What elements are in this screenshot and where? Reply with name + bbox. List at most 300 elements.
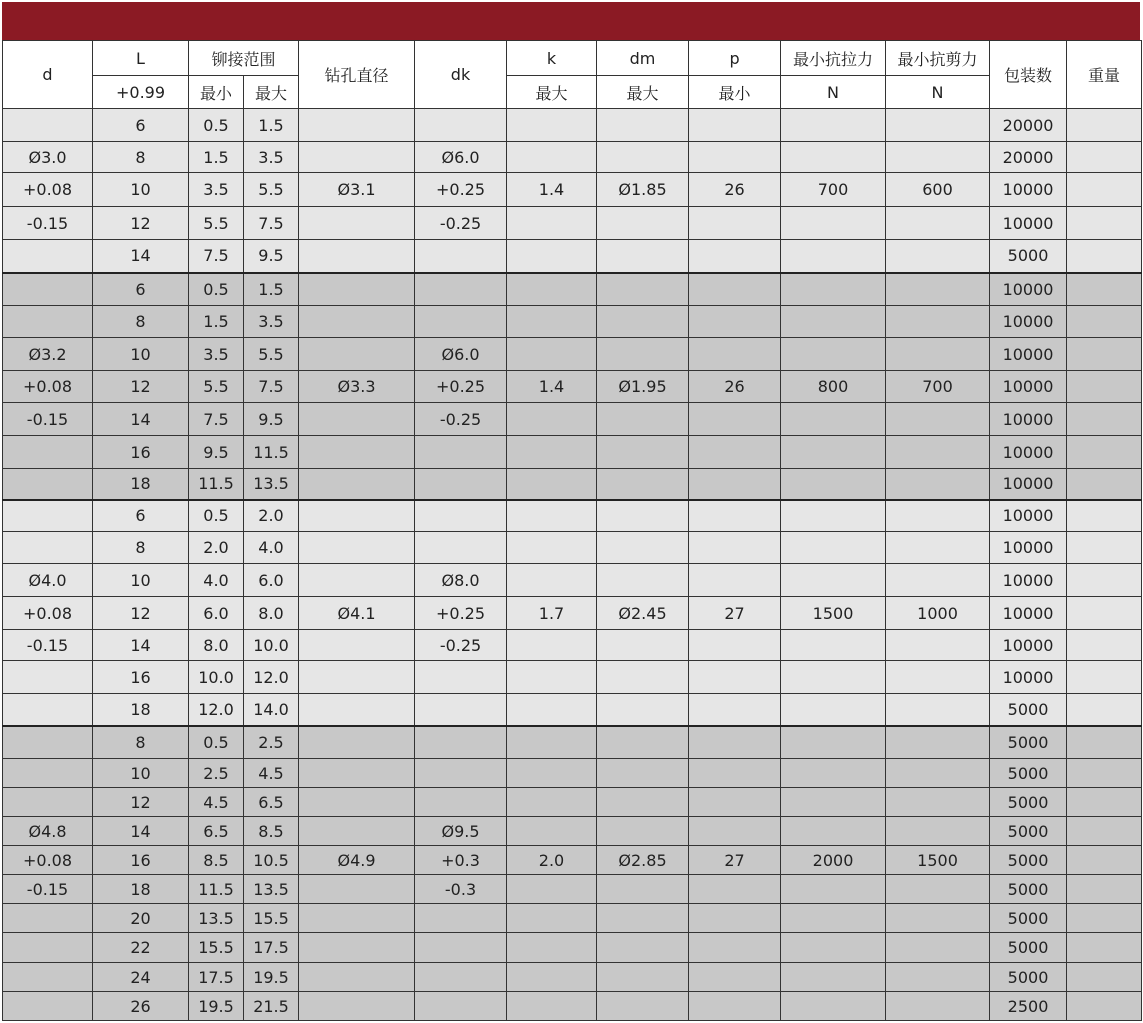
cell-range-max: 21.5	[244, 992, 299, 1021]
cell-weight	[1067, 846, 1142, 875]
cell-k	[507, 338, 597, 371]
cell-pack-qty: 10000	[990, 661, 1067, 694]
cell-p	[689, 694, 781, 726]
cell-range-min: 4.5	[189, 788, 244, 817]
cell-drill-diameter: Ø3.3	[299, 371, 415, 403]
header-k-sub: 最大	[507, 76, 597, 109]
cell-pack-qty: 20000	[990, 142, 1067, 173]
cell-range-max: 13.5	[244, 469, 299, 500]
header-min-tensile: 最小抗拉力	[781, 41, 886, 76]
cell-range-max: 10.0	[244, 630, 299, 661]
cell-min-tensile	[781, 109, 886, 142]
header-l-tolerance: +0.99	[93, 76, 189, 109]
cell-pack-qty: 5000	[990, 904, 1067, 933]
cell-d: -0.15	[3, 875, 93, 904]
cell-range-max: 4.0	[244, 532, 299, 564]
table-row	[3, 338, 1142, 371]
cell-range-min: 0.5	[189, 273, 244, 306]
cell-drill-diameter	[299, 933, 415, 963]
cell-d	[3, 759, 93, 788]
cell-weight	[1067, 532, 1142, 564]
cell-length: 10	[93, 338, 189, 371]
cell-length: 12	[93, 207, 189, 240]
cell-k	[507, 694, 597, 726]
cell-d	[3, 694, 93, 726]
header-drill-diameter: 钻孔直径	[299, 41, 415, 109]
cell-drill-diameter	[299, 338, 415, 371]
cell-weight	[1067, 173, 1142, 207]
cell-drill-diameter	[299, 564, 415, 597]
cell-dk	[415, 240, 507, 273]
cell-k	[507, 661, 597, 694]
cell-drill-diameter	[299, 403, 415, 436]
cell-length: 8	[93, 142, 189, 173]
cell-d	[3, 436, 93, 469]
cell-p	[689, 109, 781, 142]
cell-range-min: 6.5	[189, 817, 244, 846]
cell-drill-diameter	[299, 963, 415, 992]
header-k: k	[507, 41, 597, 76]
cell-p	[689, 403, 781, 436]
cell-drill-diameter	[299, 109, 415, 142]
cell-dm: Ø2.45	[597, 597, 689, 630]
cell-p	[689, 306, 781, 338]
cell-range-min: 8.5	[189, 846, 244, 875]
cell-weight	[1067, 661, 1142, 694]
cell-length: 16	[93, 846, 189, 875]
cell-min-tensile: 800	[781, 371, 886, 403]
table-row	[3, 436, 1142, 469]
header-weight: 重量	[1067, 41, 1142, 109]
cell-d: Ø3.0	[3, 142, 93, 173]
cell-dk	[415, 306, 507, 338]
header-range-max: 最大	[244, 76, 299, 109]
cell-pack-qty: 10000	[990, 273, 1067, 306]
cell-range-max: 15.5	[244, 904, 299, 933]
cell-length: 12	[93, 597, 189, 630]
cell-min-shear	[886, 630, 990, 661]
cell-k	[507, 630, 597, 661]
cell-k	[507, 726, 597, 759]
cell-k: 1.7	[507, 597, 597, 630]
cell-k: 1.4	[507, 371, 597, 403]
cell-dk	[415, 273, 507, 306]
cell-range-min: 5.5	[189, 371, 244, 403]
cell-range-min: 1.5	[189, 306, 244, 338]
cell-length: 14	[93, 630, 189, 661]
cell-k	[507, 306, 597, 338]
rivet-spec-table	[2, 40, 1142, 1021]
cell-min-shear	[886, 436, 990, 469]
table-row	[3, 846, 1142, 875]
cell-weight	[1067, 371, 1142, 403]
cell-length: 12	[93, 788, 189, 817]
cell-drill-diameter: Ø3.1	[299, 173, 415, 207]
header-tensile-unit: N	[781, 76, 886, 109]
cell-k	[507, 963, 597, 992]
cell-k: 1.4	[507, 173, 597, 207]
cell-min-shear: 600	[886, 173, 990, 207]
cell-drill-diameter	[299, 992, 415, 1021]
cell-weight	[1067, 207, 1142, 240]
cell-dm	[597, 207, 689, 240]
cell-drill-diameter	[299, 817, 415, 846]
cell-pack-qty: 5000	[990, 788, 1067, 817]
cell-min-shear: 1000	[886, 597, 990, 630]
cell-range-min: 12.0	[189, 694, 244, 726]
cell-k	[507, 788, 597, 817]
cell-weight	[1067, 963, 1142, 992]
cell-length: 10	[93, 564, 189, 597]
cell-k	[507, 817, 597, 846]
cell-range-min: 7.5	[189, 403, 244, 436]
table-row	[3, 726, 1142, 759]
cell-p	[689, 564, 781, 597]
cell-pack-qty: 10000	[990, 403, 1067, 436]
cell-dm	[597, 273, 689, 306]
cell-min-tensile	[781, 532, 886, 564]
cell-d	[3, 933, 93, 963]
cell-drill-diameter	[299, 532, 415, 564]
cell-length: 8	[93, 306, 189, 338]
cell-p	[689, 532, 781, 564]
cell-min-shear	[886, 273, 990, 306]
cell-min-shear	[886, 240, 990, 273]
cell-drill-diameter	[299, 436, 415, 469]
cell-drill-diameter	[299, 142, 415, 173]
cell-d	[3, 306, 93, 338]
cell-range-min: 8.0	[189, 630, 244, 661]
cell-length: 16	[93, 436, 189, 469]
cell-range-min: 10.0	[189, 661, 244, 694]
cell-range-max: 10.5	[244, 846, 299, 875]
cell-pack-qty: 5000	[990, 963, 1067, 992]
cell-min-tensile	[781, 436, 886, 469]
cell-range-min: 17.5	[189, 963, 244, 992]
cell-p	[689, 469, 781, 500]
cell-min-tensile	[781, 788, 886, 817]
cell-min-tensile: 1500	[781, 597, 886, 630]
cell-weight	[1067, 500, 1142, 532]
cell-length: 6	[93, 273, 189, 306]
header-rivet-range: 铆接范围	[189, 41, 299, 76]
cell-d: Ø4.8	[3, 817, 93, 846]
cell-d	[3, 963, 93, 992]
cell-pack-qty: 10000	[990, 500, 1067, 532]
cell-d: +0.08	[3, 597, 93, 630]
cell-p	[689, 661, 781, 694]
cell-p	[689, 759, 781, 788]
table-row	[3, 500, 1142, 532]
cell-range-min: 15.5	[189, 933, 244, 963]
cell-weight	[1067, 788, 1142, 817]
cell-dk: -0.25	[415, 403, 507, 436]
cell-range-min: 11.5	[189, 875, 244, 904]
cell-p	[689, 904, 781, 933]
cell-min-tensile	[781, 469, 886, 500]
cell-range-min: 0.5	[189, 726, 244, 759]
cell-length: 8	[93, 726, 189, 759]
cell-dm: Ø2.85	[597, 846, 689, 875]
cell-weight	[1067, 726, 1142, 759]
cell-dm	[597, 933, 689, 963]
cell-d	[3, 469, 93, 500]
cell-dm	[597, 500, 689, 532]
table-body	[3, 109, 1142, 1021]
cell-k	[507, 759, 597, 788]
cell-dk	[415, 726, 507, 759]
table-row	[3, 788, 1142, 817]
cell-d: Ø3.2	[3, 338, 93, 371]
header-dm-sub: 最大	[597, 76, 689, 109]
cell-d: +0.08	[3, 173, 93, 207]
cell-length: 14	[93, 817, 189, 846]
cell-min-shear	[886, 469, 990, 500]
cell-dk: Ø6.0	[415, 338, 507, 371]
cell-min-shear: 1500	[886, 846, 990, 875]
cell-min-tensile	[781, 726, 886, 759]
cell-range-max: 19.5	[244, 963, 299, 992]
cell-d	[3, 240, 93, 273]
cell-min-shear	[886, 564, 990, 597]
cell-drill-diameter	[299, 500, 415, 532]
cell-length: 10	[93, 173, 189, 207]
cell-range-max: 9.5	[244, 403, 299, 436]
cell-min-tensile	[781, 564, 886, 597]
cell-min-tensile	[781, 694, 886, 726]
cell-k	[507, 500, 597, 532]
cell-range-max: 6.5	[244, 788, 299, 817]
cell-p	[689, 240, 781, 273]
cell-weight	[1067, 436, 1142, 469]
cell-min-tensile	[781, 963, 886, 992]
cell-dm	[597, 142, 689, 173]
cell-dm	[597, 403, 689, 436]
cell-d	[3, 661, 93, 694]
cell-p	[689, 992, 781, 1021]
cell-weight	[1067, 564, 1142, 597]
cell-pack-qty: 5000	[990, 933, 1067, 963]
cell-drill-diameter	[299, 661, 415, 694]
cell-range-max: 8.0	[244, 597, 299, 630]
cell-pack-qty: 10000	[990, 436, 1067, 469]
cell-length: 18	[93, 694, 189, 726]
cell-weight	[1067, 338, 1142, 371]
cell-dk	[415, 694, 507, 726]
cell-min-shear	[886, 500, 990, 532]
cell-length: 26	[93, 992, 189, 1021]
cell-k	[507, 403, 597, 436]
table-row	[3, 371, 1142, 403]
cell-length: 6	[93, 500, 189, 532]
table-row	[3, 142, 1142, 173]
cell-range-max: 2.5	[244, 726, 299, 759]
cell-dk	[415, 469, 507, 500]
cell-min-shear	[886, 694, 990, 726]
cell-min-shear	[886, 933, 990, 963]
cell-d	[3, 904, 93, 933]
cell-dk: -0.25	[415, 630, 507, 661]
cell-k	[507, 532, 597, 564]
cell-dm	[597, 726, 689, 759]
table-row	[3, 207, 1142, 240]
table-row	[3, 661, 1142, 694]
cell-min-tensile: 2000	[781, 846, 886, 875]
cell-min-shear	[886, 875, 990, 904]
cell-dm	[597, 469, 689, 500]
cell-length: 22	[93, 933, 189, 963]
header-d: d	[3, 41, 93, 109]
cell-min-shear	[886, 661, 990, 694]
header-dm: dm	[597, 41, 689, 76]
cell-p	[689, 500, 781, 532]
cell-range-max: 14.0	[244, 694, 299, 726]
cell-dk: -0.25	[415, 207, 507, 240]
header-p-sub: 最小	[689, 76, 781, 109]
header-p: p	[689, 41, 781, 76]
cell-min-tensile	[781, 992, 886, 1021]
cell-range-min: 19.5	[189, 992, 244, 1021]
cell-dk	[415, 788, 507, 817]
cell-pack-qty: 5000	[990, 846, 1067, 875]
cell-p: 27	[689, 846, 781, 875]
cell-min-tensile	[781, 904, 886, 933]
cell-drill-diameter	[299, 306, 415, 338]
cell-weight	[1067, 817, 1142, 846]
cell-length: 10	[93, 759, 189, 788]
cell-length: 8	[93, 532, 189, 564]
cell-length: 14	[93, 403, 189, 436]
table-row	[3, 933, 1142, 963]
cell-length: 14	[93, 240, 189, 273]
cell-min-shear	[886, 142, 990, 173]
cell-d	[3, 109, 93, 142]
cell-weight	[1067, 630, 1142, 661]
cell-dk: +0.25	[415, 597, 507, 630]
cell-range-max: 5.5	[244, 173, 299, 207]
cell-dk: Ø9.5	[415, 817, 507, 846]
cell-drill-diameter	[299, 875, 415, 904]
cell-dm	[597, 963, 689, 992]
cell-range-min: 11.5	[189, 469, 244, 500]
cell-dk: -0.3	[415, 875, 507, 904]
cell-min-tensile	[781, 661, 886, 694]
cell-dm	[597, 630, 689, 661]
cell-pack-qty: 10000	[990, 207, 1067, 240]
cell-pack-qty: 10000	[990, 173, 1067, 207]
cell-range-max: 11.5	[244, 436, 299, 469]
cell-range-min: 13.5	[189, 904, 244, 933]
cell-pack-qty: 10000	[990, 306, 1067, 338]
cell-k	[507, 207, 597, 240]
cell-pack-qty: 5000	[990, 759, 1067, 788]
cell-min-tensile: 700	[781, 173, 886, 207]
cell-weight	[1067, 273, 1142, 306]
cell-p: 27	[689, 597, 781, 630]
cell-p	[689, 338, 781, 371]
cell-k	[507, 992, 597, 1021]
cell-d: -0.15	[3, 207, 93, 240]
header-range-min: 最小	[189, 76, 244, 109]
cell-p	[689, 273, 781, 306]
cell-dm: Ø1.85	[597, 173, 689, 207]
cell-weight	[1067, 469, 1142, 500]
cell-min-shear	[886, 532, 990, 564]
cell-d	[3, 992, 93, 1021]
cell-min-shear	[886, 726, 990, 759]
cell-drill-diameter: Ø4.9	[299, 846, 415, 875]
cell-min-shear	[886, 306, 990, 338]
cell-range-max: 13.5	[244, 875, 299, 904]
cell-p	[689, 933, 781, 963]
cell-dm	[597, 564, 689, 597]
table-row	[3, 532, 1142, 564]
header-l: L	[93, 41, 189, 76]
cell-dm	[597, 694, 689, 726]
cell-dm	[597, 532, 689, 564]
cell-min-tensile	[781, 403, 886, 436]
cell-dm: Ø1.95	[597, 371, 689, 403]
cell-range-min: 2.5	[189, 759, 244, 788]
table-row	[3, 963, 1142, 992]
cell-dm	[597, 904, 689, 933]
cell-weight	[1067, 597, 1142, 630]
cell-min-tensile	[781, 338, 886, 371]
cell-min-shear	[886, 109, 990, 142]
cell-min-shear	[886, 992, 990, 1021]
cell-dk: +0.25	[415, 371, 507, 403]
cell-dm	[597, 436, 689, 469]
cell-pack-qty: 5000	[990, 694, 1067, 726]
cell-min-tensile	[781, 875, 886, 904]
cell-d	[3, 500, 93, 532]
cell-pack-qty: 5000	[990, 240, 1067, 273]
cell-dm	[597, 661, 689, 694]
cell-dm	[597, 306, 689, 338]
cell-min-shear	[886, 207, 990, 240]
cell-p	[689, 207, 781, 240]
table-header	[3, 41, 1142, 109]
header-pack-qty: 包装数	[990, 41, 1067, 109]
cell-min-tensile	[781, 759, 886, 788]
cell-range-min: 3.5	[189, 173, 244, 207]
cell-range-min: 4.0	[189, 564, 244, 597]
cell-pack-qty: 10000	[990, 532, 1067, 564]
cell-dk: +0.3	[415, 846, 507, 875]
cell-drill-diameter: Ø4.1	[299, 597, 415, 630]
cell-range-max: 3.5	[244, 306, 299, 338]
cell-drill-diameter	[299, 694, 415, 726]
table-row	[3, 273, 1142, 306]
cell-range-max: 2.0	[244, 500, 299, 532]
cell-p	[689, 963, 781, 992]
cell-p: 26	[689, 173, 781, 207]
table-row	[3, 694, 1142, 726]
cell-min-tensile	[781, 817, 886, 846]
cell-pack-qty: 2500	[990, 992, 1067, 1021]
cell-drill-diameter	[299, 904, 415, 933]
cell-dm	[597, 109, 689, 142]
cell-dk: Ø8.0	[415, 564, 507, 597]
cell-dk: +0.25	[415, 173, 507, 207]
cell-range-min: 7.5	[189, 240, 244, 273]
cell-p	[689, 630, 781, 661]
cell-min-shear	[886, 759, 990, 788]
table-row	[3, 875, 1142, 904]
cell-min-shear	[886, 338, 990, 371]
cell-range-max: 5.5	[244, 338, 299, 371]
cell-dk	[415, 963, 507, 992]
